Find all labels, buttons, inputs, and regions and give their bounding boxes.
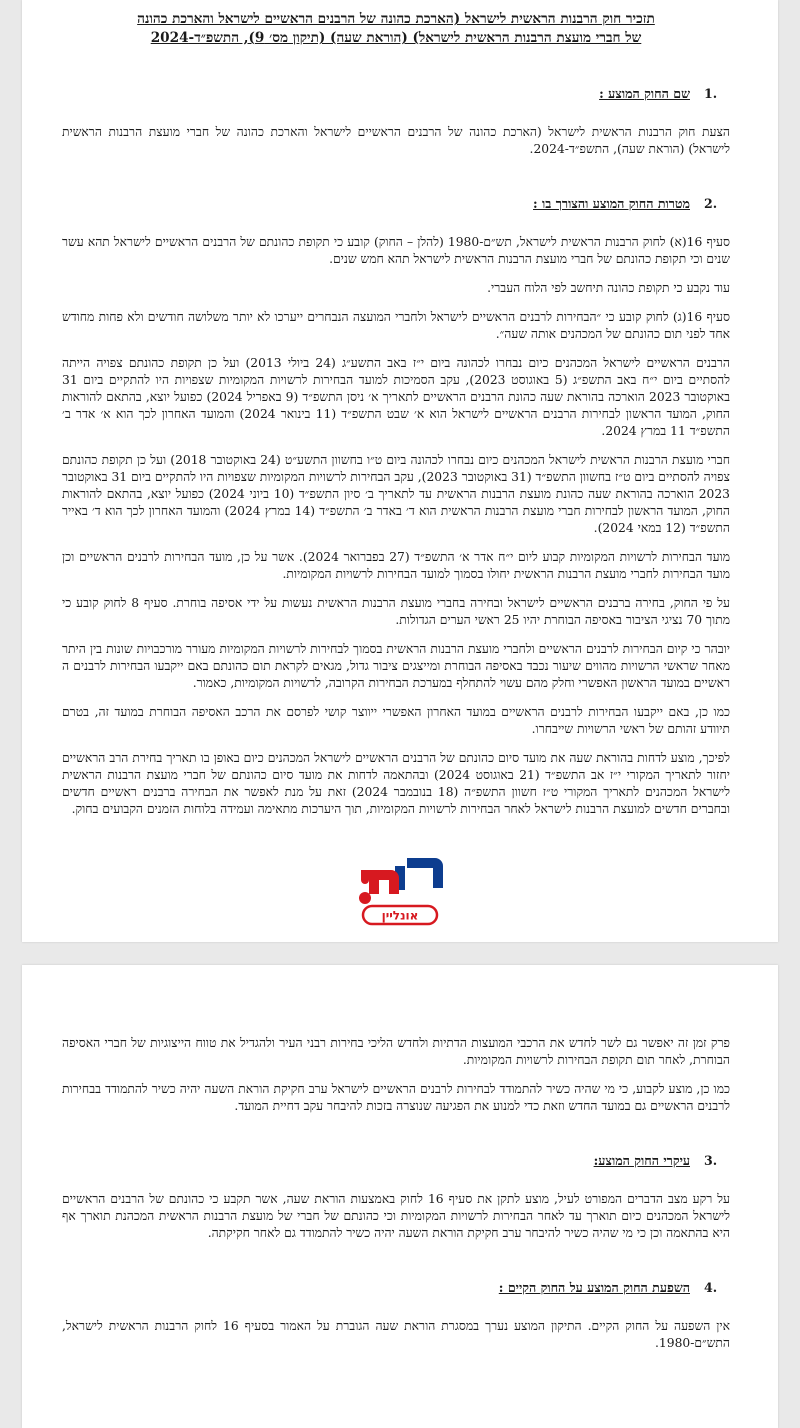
document-page-1 [22,0,778,942]
document-title [62,10,730,48]
section-title: שם החוק המוצע : [599,86,690,101]
section-1-heading [62,86,730,102]
paragraph: פרק זמן זה יאפשר גם לשר לחדש את הרכבי המועצות הדתיות ולחדש הליכי בחירות רבני העיר ולהגדיל את טווח הייצוגיות של חברי האסיפה הבוחרת, לאחר תום תקופת הבחירות לרשויות המקומיות. [62,1036,730,1067]
section-title: השפעת החוק המוצע על החוק הקיים : [498,1280,690,1295]
paragraph: כמו כן, מוצע לקבוע, כי מי שהיה כשיר להתמודד לבחירות לרבנים הראשיים לישראל ערב חקיקת הוראת השעה יהיה כשיר להתמודד בבחירות לרבנים הראשיים גם במועד החדש וזאת כדי למנוע את הפגיעה שנוצרה בזכות להיבחר עקב דחיית המועד. [62,1082,730,1113]
section-title: עיקרי החוק המוצע: [593,1153,690,1168]
paragraph: יובהר כי קיום הבחירות לרבנים הראשיים ולחברי מועצת הרבנות הראשית בסמוך לבחירות לרשויות המקומיות מעורר מורכבויות שונות בין היתר מאחר שראשי הרשויות מהווים שיעור נכבד באסיפה הבוחרת ומייצגים ציבור גדול, מגאים לקראת תום כהונתם באם ייקבעו הבחירות לרבנים ה ראשיים במועד הראשון האפשרי וחלק מהם עשוי להתחלף במערכת הבחירות הקרובה, לרשויות המקומיות, כאמור. [62,642,730,690]
section-number: .4 [704,1280,718,1295]
section-1-body: הצעת חוק הרבנות הראשית לישראל (הארכת כהונה של הרבנים הראשיים לישראל והארכת כהונה של חברי מועצת הרבנות הראשית לישראל) (הוראת שעה), התשפ״ד-2024. [62,125,730,156]
paragraph: סעיף 16(א) לחוק הרבנות הראשית לישראל, תש״ם-1980 (להלן – החוק) קובע כי תקופת כהונתם של הרבנים הראשיים לישראל תהא עשר שנים וכי תקופת כהונתם של חברי מועצת הרבנות הראשית לישראל תהא חמש שנים. [62,235,730,266]
paragraph: כמו כן, באם ייקבעו הבחירות לרבנים הראשיים במועד האחרון האפשרי ייווצר קושי לפרסם את הרכב האסיפה הבוחרת במועד זה, בטרם תיוודע זהותם של ראשי הרשויות שייבחרו. [62,705,730,736]
paragraph: סעיף 16(ג) לחוק קובע כי ״הבחירות לרבנים הראשיים לישראל ולחברי המועצה הנבחרים ייערכו לא יותר משלושה חודשים ולא פחות מחודש אחד לפני תום כהונתם של המכהנים אותה שעה״. [62,310,730,341]
kol-chai-online-logo [345,852,455,930]
paragraph: על פי החוק, בחירה ברבנים הראשיים לישראל ובחירה בחברי מועצת הרבנות הראשית נעשות על ידי אסיפה בוחרת. סעיף 8 לחוק קובע כי מתוך 70 נציגי הציבור באסיפה הבוחרת יהיו 25 ראשי הערים הגדולות. [62,596,730,627]
paragraph: הרבנים הראשיים לישראל המכהנים כיום נבחרו לכהונה ביום י״ז באב התשע״ג (24 ביולי 2013) ועל כן תקופת כהונתם צפויה הייתה להסתיים ביום י״ח באב התשפ״ג (5 באוגוסט 2023), עקב הסמיכות למועד הבחירות לרשויות המקומיות שצפויות היו להתקיים ביום 31 באוקטובר 2023 הוארכה בהוראת שעה כהונת הרבנים הראשיים לתאריך א׳ ניסן התשפ״ד (9 באפריל 2024) כפועל יוצא, בהתאם להוראות החוק, המועד הראשון לבחירות הרבנים הראשיים לישראל הוא א׳ שבט התשפ״ד (11 בינואר 2024) והמועד האחרון לכך הוא א׳ אדר ב׳ התשפ״ד 11 במרץ 2024. [62,356,731,438]
paragraph: לפיכך, מוצע לדחות בהוראת שעה את מועד סיום כהונתם של הרבנים הראשיים לישראל המכהנים כיום באופן בו תאריך בחירת הרב הראשיים יחזור לתאריך המקורי י״ז אב התשפ״ד (21 באוגוסט 2024) ובהתאמה לדחות את מועד סיום כהונתם של חברי מועצת הרבנות הראשית לישראל המכהנים לתאריך המקורי ט״ז חשוון התשפ״ה (18 בנובמבר 2024) זאת על מנת לאפשר את הבחירה ברבנים ראשיים חדשים ובחברים חדשים למועצת הרבנות לישראל לאחר הבחירות לרשויות המקומיות, תוך היערכות מתאימה ועמידה בלוחות הזמנים הקבועים בחוק. [62,751,730,816]
section-2-heading [62,196,730,212]
section-number: .1 [704,86,718,101]
section-title: מטרות החוק המוצע והצורך בו : [533,196,690,211]
document-page-2 [22,965,778,1428]
section-3-body: על רקע מצב הדברים המפורט לעיל, מוצע לתקן את סעיף 16 לחוק באמצעות הוראת שעה, אשר תקבע כי כהונתם של הרבנים הראשיים לישראל המכהנים כיום תוארך עד לאחר הבחירות לרשויות המקומיות וכי כהונתם של חברי של מועצת הרבנות הראשית המכהנת תוארך אף היא בהתאמה וכן כי מי שהיה כשיר להיבחר ערב חקיקת הוראת השעה יהיה כשיר להתמודד גם לאחר חקיקתה. [62,1192,730,1240]
section-number: .2 [704,196,718,211]
section-number: .3 [704,1153,718,1168]
section-3-heading [62,1153,730,1169]
svg-text:אונליין: אונליין [381,908,419,923]
section-4-heading [62,1280,730,1296]
paragraph: מועד הבחירות לרשויות המקומיות קבוע ליום י״ח אדר א׳ התשפ״ד (27 בפברואר 2024). אשר על כן, מועד הבחירות לרבנים הראשיים וכן מועד הבחירות לחברי מועצת הרבנות הראשית יחולו בסמוך למועד הבחירות לרשויות המקומיות. [62,550,730,581]
section-4-body: אין השפעה על החוק הקיים. התיקון המוצע נערך במסגרת הוראת שעה הגוברת על האמור בסעיף 16 לחוק הרבנות הראשית לישראל, התש״ם-1980. [62,1319,730,1350]
title-line-2: של חברי מועצת הרבנות הראשית לישראל) (הוראת שעה) (תיקון מס׳ 9), התשפ״ד-2024 [150,30,642,46]
paragraph: חברי מועצת הרבנות הראשית לישראל המכהנים כיום נבחרו לכהונה ביום ט״ו בחשוון התשע״ט (24 באוקטובר 2018) ועל כן תקופת כהונתם צפויה להסתיים ביום ט״ז בחשוון התשפ״ד (31 באוקטובר 2023), עקב הבחירות לרשויות המקומיות שצפויות היו להתקיים ביום 31 באוקטובר 2023 הוארכה בהוראת שעה כהונת מועצת הרבנות הראשית עד לתאריך ב׳ סיון התשפ״ד (10 ביוני 2024) כפועל יוצא, בהתאם להוראות החוק, המועד הראשון לבחירות חברי מועצת הרבנות הראשית הוא ד׳ באדר ב׳ התשפ״ד (14 במרץ 2024) והמועד האחרון לכך הוא ד׳ באייר התשפ״ד (12 במאי 2024). [61,453,731,535]
paragraph: עוד נקבע כי תקופת כהונה תיחשב לפי הלוח העברי. [487,281,730,295]
title-line-1: תזכיר חוק הרבנות הראשית לישראל (הארכת כהונה של הרבנים הראשיים לישראל והארכת כהונה [137,11,655,27]
